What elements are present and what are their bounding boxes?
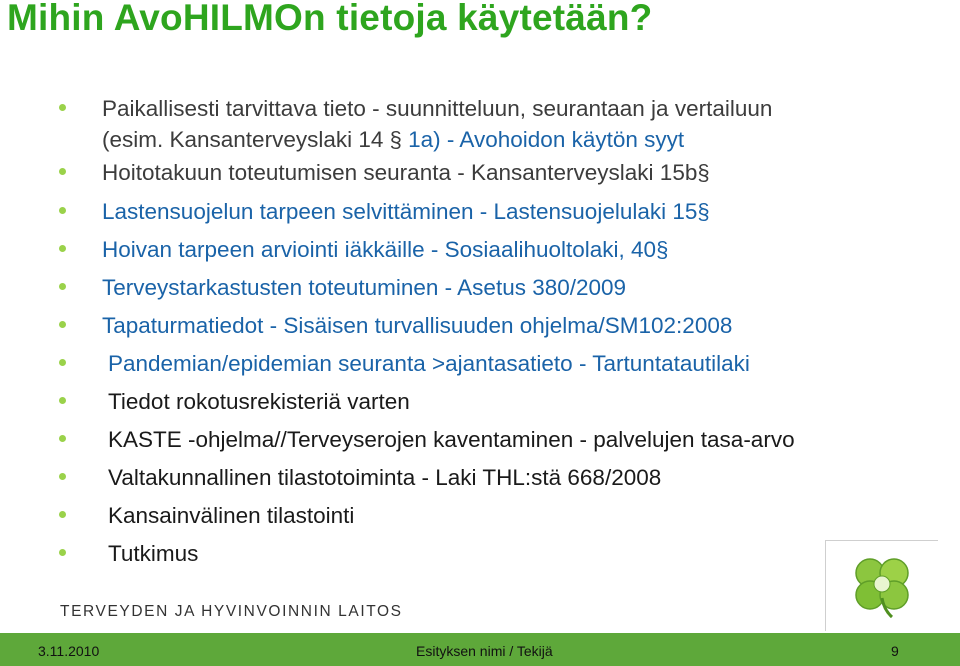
- bullet-dot-icon: [59, 473, 66, 480]
- section-mark: §: [697, 160, 710, 185]
- section-mark: §: [656, 237, 669, 262]
- footer-presentation-name: Esityksen nimi / Tekijä: [416, 643, 553, 659]
- bullet-dot-icon: [59, 549, 66, 556]
- bullet-item-4: [102, 234, 668, 265]
- bullet-dot-icon: [59, 511, 66, 518]
- section-mark: §: [697, 199, 710, 224]
- bullet-dot-icon: [59, 283, 66, 290]
- bullet-dot-icon: [59, 397, 66, 404]
- bullet-text: Hoivan tarpeen arviointi iäkkäille - Sosiaalihuoltolaki, 40: [102, 237, 657, 262]
- bullet-item-3: [102, 196, 710, 227]
- bullet-text: Kansainvälinen tilastointi: [108, 503, 355, 528]
- footer-bar: [0, 633, 960, 666]
- bullet-text-line2-post: 1a) - Avohoidon käytön syyt: [401, 127, 685, 152]
- bullet-dot-icon: [59, 245, 66, 252]
- bullet-item-10: [108, 462, 661, 493]
- bullet-text: Valtakunnallinen tilastotoiminta - Laki THL:stä 668/2008: [108, 465, 662, 490]
- bullet-dot-icon: [59, 207, 66, 214]
- bullet-item-6: [102, 310, 732, 341]
- bullet-dot-icon: [59, 435, 66, 442]
- bullet-dot-icon: [59, 168, 66, 175]
- bullet-item-11: [108, 500, 354, 531]
- bullet-item-12: [108, 538, 198, 569]
- bullet-text: Tiedot rokotusrekisteriä varten: [108, 389, 410, 414]
- bullet-text: Terveystarkastusten toteutuminen - Asetus 380/2009: [102, 275, 627, 300]
- bullet-item-1: [102, 93, 772, 155]
- section-mark: §: [389, 127, 402, 152]
- bullet-text-line2-pre: (esim. Kansanterveyslaki 14: [102, 127, 390, 152]
- bullet-text: KASTE -ohjelma//Terveyserojen kaventaminen - palvelujen tasa-arvo: [108, 427, 795, 452]
- bullet-dot-icon: [59, 321, 66, 328]
- bullet-dot-icon: [59, 359, 66, 366]
- bullet-text: Tapaturmatiedot - Sisäisen turvallisuuden ohjelma/SM102:2008: [102, 313, 733, 338]
- footer-date: 3.11.2010: [38, 643, 100, 659]
- bullet-item-7: [108, 348, 750, 379]
- bullet-item-5: [102, 272, 626, 303]
- clover-logo-icon: [848, 555, 918, 621]
- footer-page-number: 9: [891, 643, 899, 659]
- organization-logo-text: TERVEYDEN JA HYVINVOINNIN LAITOS: [60, 603, 403, 620]
- bullet-text: Lastensuojelun tarpeen selvittäminen - Lastensuojelulaki 15: [102, 199, 698, 224]
- bullet-text: Hoitotakuun toteutumisen seuranta - Kansanterveyslaki 15b: [102, 160, 698, 185]
- bullet-item-9: [108, 424, 795, 455]
- slide-title: Mihin AvoHILMOn tietoja käytetään?: [7, 0, 653, 38]
- bullet-text: Paikallisesti tarvittava tieto - suunnitteluun, seurantaan ja vertailuun: [102, 96, 773, 121]
- logo-frame: [825, 540, 938, 631]
- bullet-item-8: [108, 386, 410, 417]
- bullet-item-2: [102, 157, 710, 188]
- bullet-text: Tutkimus: [108, 541, 199, 566]
- bullet-dot-icon: [59, 104, 66, 111]
- bullet-text: Pandemian/epidemian seuranta >ajantasatieto - Tartuntatautilaki: [108, 351, 750, 376]
